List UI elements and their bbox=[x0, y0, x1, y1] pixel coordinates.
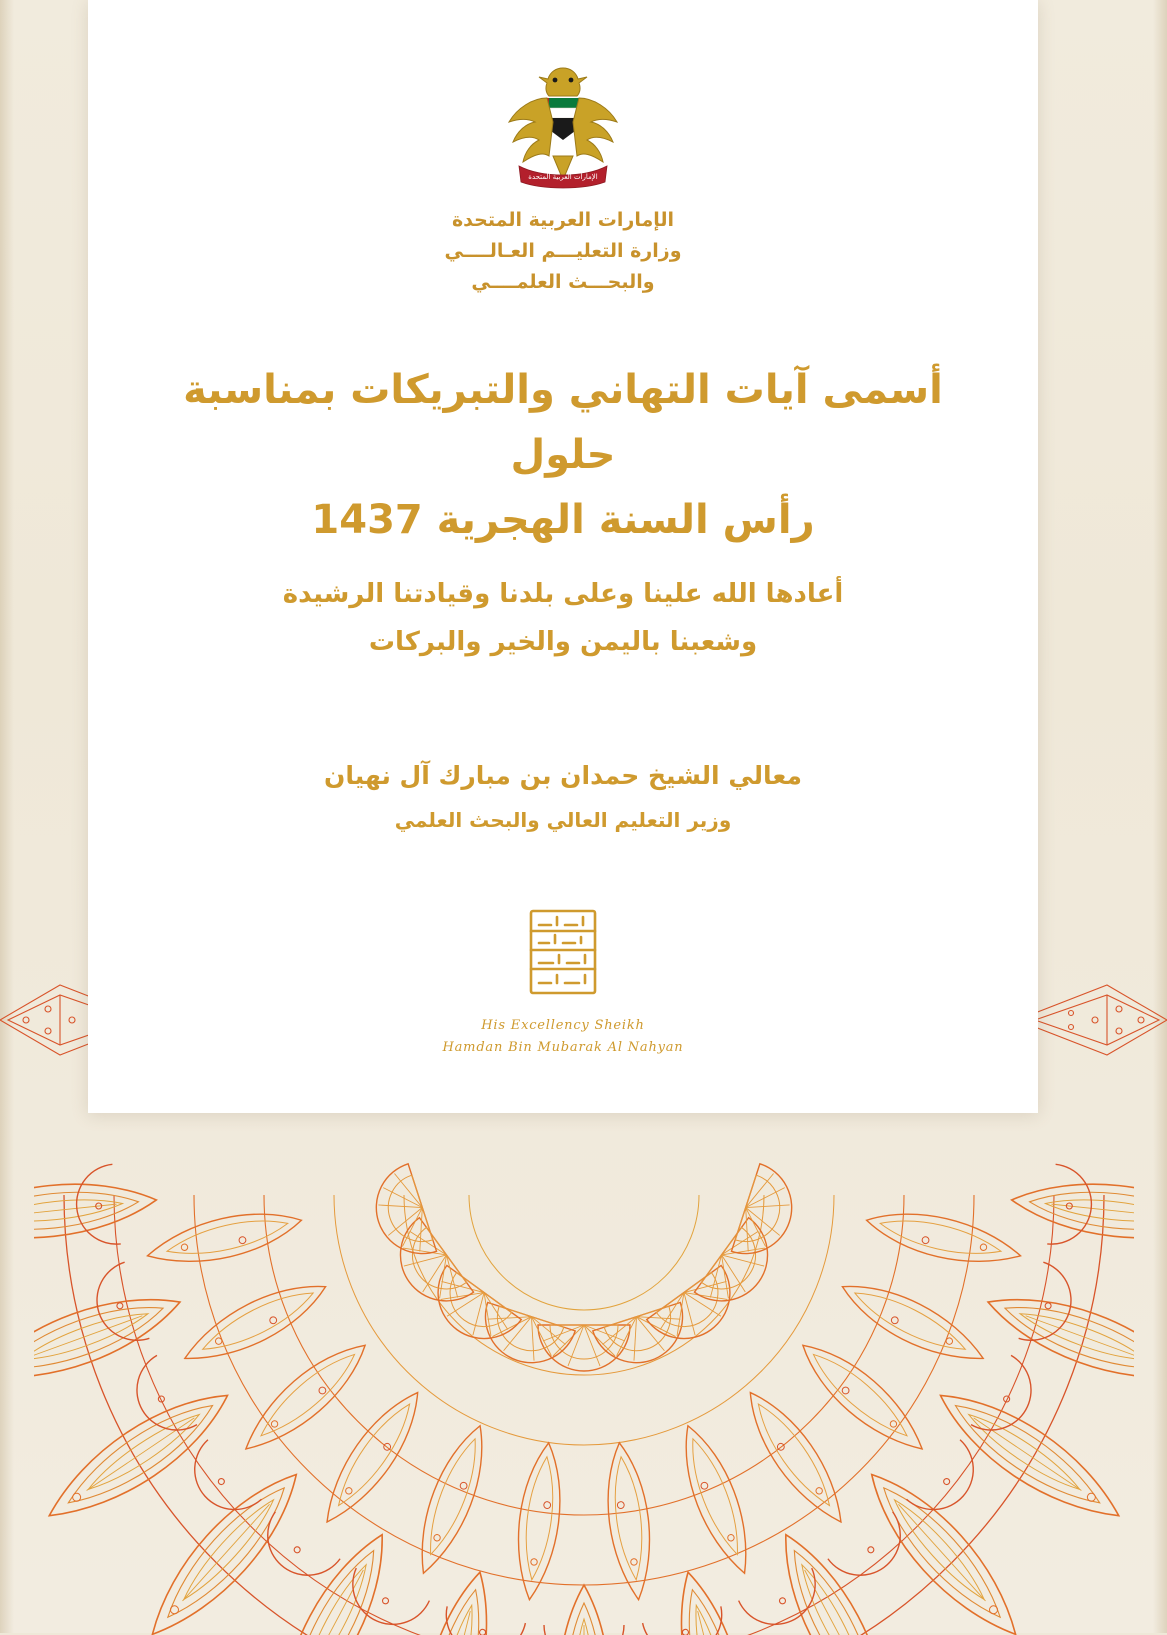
blessing-message bbox=[178, 570, 948, 666]
calligraphy-signature-icon bbox=[517, 905, 609, 999]
uae-falcon-emblem-icon bbox=[497, 62, 629, 190]
page-edge-shading-left bbox=[0, 0, 14, 1633]
english-line-1: His Excellency Sheikh bbox=[481, 1018, 645, 1033]
blessing-line-2: وشعبنا باليمن والخير والبركات bbox=[368, 627, 758, 658]
ministry-line-2: وزارة التعليـــم العـالــــي bbox=[444, 239, 682, 262]
signatory-name-english bbox=[88, 1015, 1038, 1059]
english-line-2: Hamdan Bin Mubarak Al Nahyan bbox=[442, 1040, 684, 1056]
monogram-container bbox=[88, 905, 1038, 999]
greeting-message bbox=[148, 358, 978, 552]
ministry-line-1: الإمارات العربية المتحدة bbox=[451, 209, 675, 231]
greeting-line-2: رأس السنة الهجرية 1437 bbox=[311, 496, 815, 543]
signatory-name: معالي الشيخ حمدان بن مبارك آل نهيان bbox=[324, 761, 802, 790]
ministry-heading bbox=[88, 205, 1038, 297]
greeting-line-1: أسمى آيات التهاني والتبريكات بمناسبة حلول bbox=[183, 367, 943, 478]
signatory-title: وزير التعليم العالي والبحث العلمي bbox=[394, 808, 732, 832]
invitation-card bbox=[88, 0, 1038, 1113]
page-edge-shading-right bbox=[1153, 0, 1167, 1633]
mandala-floral-border bbox=[34, 1075, 1134, 1635]
diamond-side-ornament-right bbox=[1017, 975, 1167, 1065]
blessing-line-1: أعادها الله علينا وعلى بلدنا وقيادتنا الرشيدة bbox=[282, 579, 844, 609]
emblem-container bbox=[88, 62, 1038, 190]
ministry-line-3: والبحـــث العلمــــي bbox=[471, 270, 655, 293]
emblem-banner-text: الإمارات العربية المتحدة bbox=[528, 173, 598, 181]
